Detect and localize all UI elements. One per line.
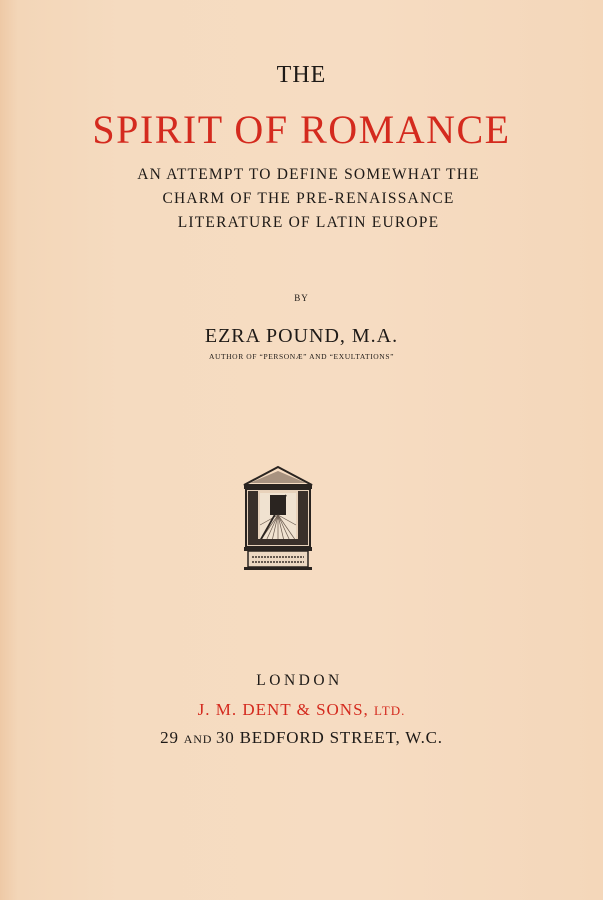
subtitle-line-1: AN ATTEMPT TO DEFINE SOMEWHAT THE (137, 166, 480, 183)
publisher-name: J. M. DENT & SONS, (197, 700, 375, 719)
by-label: BY (294, 293, 309, 303)
address-and: AND (183, 732, 216, 746)
publisher-suffix: LTD. (374, 703, 406, 718)
subtitle-line-3: LITERATURE OF LATIN EUROPE (177, 214, 440, 231)
author-name: EZRA POUND, M.A. (204, 325, 399, 347)
address-number-1: 29 (160, 728, 184, 747)
address-rest: 30 BEDFORD STREET, W.C. (216, 728, 443, 747)
book-title: SPIRIT OF ROMANCE (92, 107, 511, 152)
sundial-printers-device-icon (242, 463, 314, 571)
imprint-publisher (0, 700, 603, 720)
title-article: THE (276, 62, 327, 88)
author-credit: AUTHOR OF “PERSONÆ” AND “EXULTATIONS” (208, 352, 395, 361)
imprint-city: LONDON (256, 672, 343, 689)
imprint-address (0, 728, 603, 748)
subtitle-line-2: CHARM OF THE PRE-RENAISSANCE (162, 190, 455, 207)
